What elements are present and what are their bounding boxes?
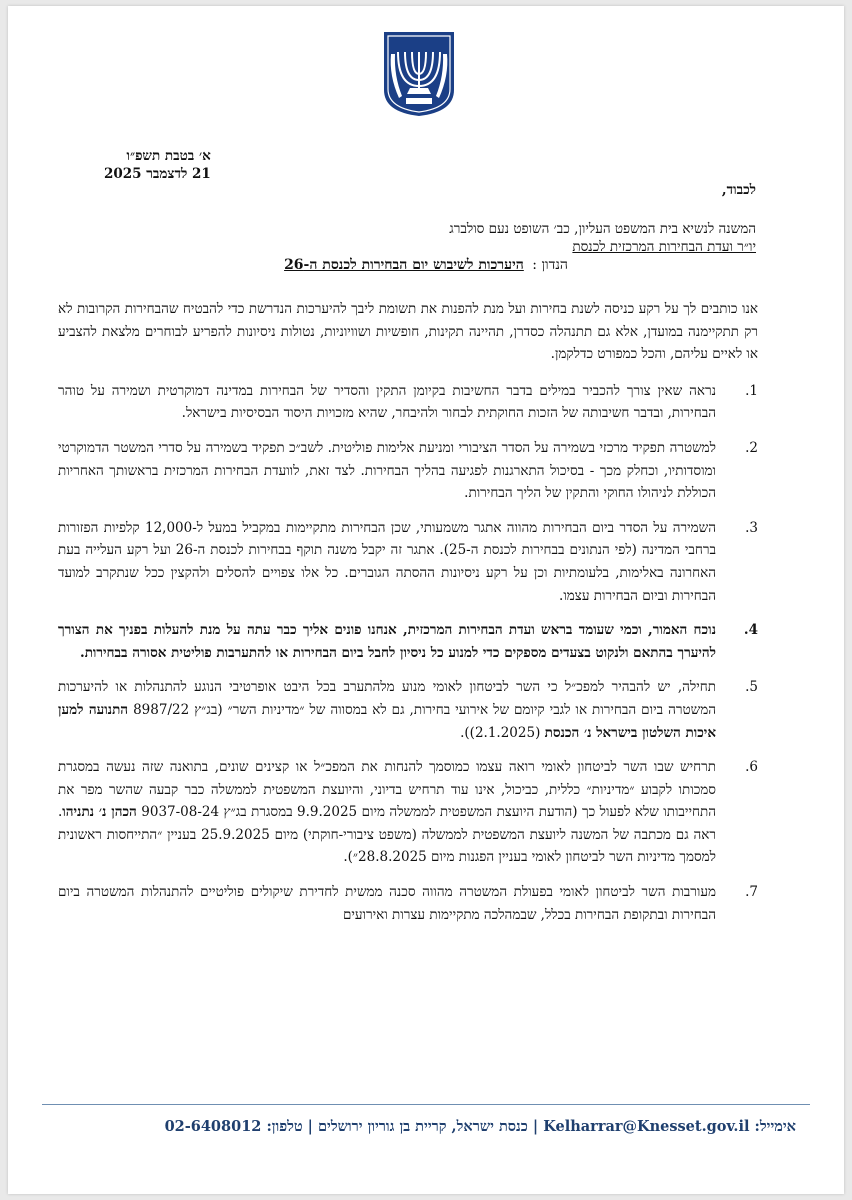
subject-prefix: הנדון : xyxy=(532,257,568,273)
item-text: למשטרה תפקיד מרכזי בשמירה על הסדר הציבורי ומניעת אלימות פוליטית. לשב״כ תפקיד בשמירה על סדרי המשטר הדמוקרטי ומוסדותיו, וכחלק מכך - בסיכול התארגנות לפגיעה בהליך הבחירות. לצד זאת, לוועדת הבחירות המרכזית בראשותך האחריות הכוללת לניהולו החוקי והתקין של הליך הבחירות. xyxy=(58,439,716,502)
item-text-segment: . ראה גם מכתבה של המשנה ליועצת המשפטית לממשלה (משפט ציבורי-חוקתי) מיום 25.9.2025 בעניין ״התייחסות ראשונית למסמך מדיניות השר לביטחון לאומי בעניין הפגנות מיום 28.8.2025״). xyxy=(58,804,716,866)
addressee-title: יו״ר ועדת הבחירות המרכזית לכנסת xyxy=(572,239,756,255)
item-text-segment: תחילה, יש להבהיר למפכ״ל כי השר לביטחון לאומי מנוע מלהתערב בכל היבט אופרטיבי הנוגע להתנהלות או להיערכות המשטרה ביום הבחירות או לגבי קיומם של אירועי בחירות, גם לא במסווה של ״מדיניות השר״ (בג״ץ 8987/22 xyxy=(58,679,716,718)
list-item xyxy=(58,676,758,744)
item-number: 1. xyxy=(745,382,758,399)
letter-page xyxy=(8,6,844,1194)
item-text xyxy=(58,679,716,740)
list-item xyxy=(58,619,758,664)
item-number: 5. xyxy=(745,679,758,696)
list-item xyxy=(58,881,758,926)
footer-divider xyxy=(42,1104,810,1105)
item-number: 2. xyxy=(745,439,758,456)
intro-paragraph: אנו כותבים לך על רקע כניסה לשנת בחירות ועל מנת להפנות את תשומת ליבך להיערכות הנדרשת כדי להבטיח שהבחירות הקרובות לא רק תתקיימנה במועדן, אלא גם תתנהלה כסדרן, תהיינה תקינות, חופשיות ושוויוניות, נטולות ניסיונות להפריע לבוחרים מלצאת להצביע או לאיים עליהם, והכל כמפורט כדלקמן. xyxy=(58,301,758,363)
footer-contact: אימייל: Kelharrar@Knesset.gov.il | כנסת ישראל, קריית בן גוריון ירושלים | טלפון: 02-6408012 xyxy=(164,1118,796,1135)
state-emblem-icon xyxy=(382,30,456,118)
case-name: התנועה למען איכות השלטון בישראל נ׳ הכנסת xyxy=(58,701,716,741)
letter-date xyxy=(104,147,211,183)
item-number: 6. xyxy=(745,759,758,776)
subject-title: היערכות לשיבוש יום הבחירות לכנסת ה-26 xyxy=(284,257,524,273)
salutation: לכבוד, xyxy=(721,182,756,198)
item-text: מעורבות השר לביטחון לאומי בפעולת המשטרה מהווה סכנה ממשית לחדירת שיקולים פוליטיים להתנהלות המשטרה ביום הבחירות ובתקופת הבחירות בכלל, שבמהלכה מתקיימות עצרות ואירועים xyxy=(58,884,716,923)
item-text: נראה שאין צורך להכביר במילים בדבר החשיבות בקיומן התקין והסדיר של הבחירות במדינה דמוקרטית ושמירה על טוהר הבחירות, ובדבר חשיבותה של הזכות החוקתית לבחור ולהיבחר, שהיא מזכויות היסוד הבסיסיות בישראל. xyxy=(58,382,716,422)
item-text xyxy=(58,759,716,865)
list-item xyxy=(58,437,758,505)
list-item xyxy=(58,517,758,607)
letter-body xyxy=(58,298,758,938)
item-text: נוכח האמור, וכמי שעומד בראש ועדת הבחירות המרכזית, אנחנו פונים אליך כבר עתה על מנת להעלות בפניך את הצורך להיערך בהתאם ולנקוט בצעדים מספקים כדי למנוע כל ניסיון לחבל ביום הבחירות או להתערבות פוליטית אסורה בבחירות. xyxy=(58,622,716,661)
subject-line xyxy=(8,257,844,274)
gregorian-date: 21 לדצמבר 2025 xyxy=(104,166,211,182)
addressee-block xyxy=(449,182,756,256)
list-item xyxy=(58,380,758,425)
case-name: הכהן נ׳ נתניהו xyxy=(62,804,137,821)
item-text-segment: תרחיש שבו השר לביטחון לאומי רואה עצמו כמוסמך להנחות את המפכ״ל או קצינים שונים, בתואנה שזה נעשה במסגרת סמכותו לקבוע ״מדיניות״ כללית, כביכול, אינו עוד תרחיש בדיוני, והיועצת המשפטית לממשלה כבר קבעה שהשר מפר את התחייבותו שלא לפעול כך (הודעת היועצת המשפטית לממשלה מיום 9.9.2025 במסגרת בג״ץ 9037-08-24 xyxy=(58,759,716,821)
item-number: 4. xyxy=(743,622,758,639)
hebrew-date: א׳ בטבת תשפ״ו xyxy=(126,148,211,164)
item-text-segment: (2.1.2025)). xyxy=(460,724,545,741)
item-number: 7. xyxy=(745,884,758,901)
item-number: 3. xyxy=(745,519,758,536)
addressee-name: המשנה לנשיא בית המשפט העליון, כב׳ השופט נעם סולברג xyxy=(449,221,756,237)
item-text: השמירה על הסדר ביום הבחירות מהווה אתגר משמעותי, שכן הבחירות מתקיימות במקביל במעל ל-12,000 קלפיות הפזורות ברחבי המדינה (לפי הנתונים בבחירות לכנסת ה-25). אתגר זה יקבל משנה תוקף בבחירות לכנסת ה-26 ועל רקע העלייה בעת האחרונה באלימות, בלעומתיות וכן על רקע ניסיונות ההסתה הגוברים. כל אלו צפויים להסלים ולהקצין ככל שנתקרב למועד הבחירות וביום הבחירות עצמו. xyxy=(58,519,717,604)
numbered-list xyxy=(58,380,758,926)
list-item xyxy=(58,756,758,869)
